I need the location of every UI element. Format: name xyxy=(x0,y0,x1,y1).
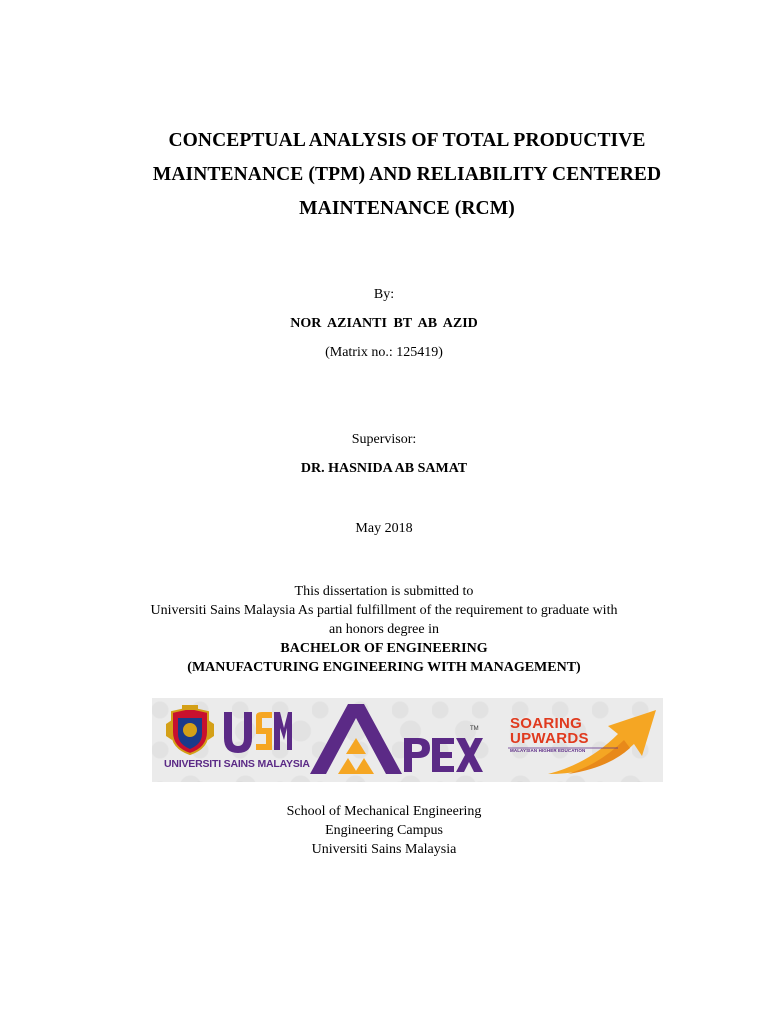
author-name: NOR AZIANTI BT AB AZID xyxy=(290,316,478,331)
submission-line-2: Universiti Sains Malaysia As partial fulfillment of the requirement to graduate with xyxy=(150,603,618,618)
submission-line-1: This dissertation is submitted to xyxy=(294,584,474,599)
title-line-2: MAINTENANCE (TPM) AND RELIABILITY CENTERED xyxy=(152,164,662,185)
title-line-3: MAINTENANCE (RCM) xyxy=(299,198,515,219)
submission-date: May 2018 xyxy=(355,521,413,536)
supervisor-label: Supervisor: xyxy=(351,432,417,447)
title-line-1: CONCEPTUAL ANALYSIS OF TOTAL PRODUCTIVE xyxy=(168,130,646,151)
apex-logo xyxy=(308,702,483,776)
university-name: Universiti Sains Malaysia xyxy=(311,842,457,857)
usm-crest-logo xyxy=(164,704,216,756)
soaring-text-line-1: SOARING xyxy=(510,715,583,732)
supervisor-name: DR. HASNIDA AB SAMAT xyxy=(300,461,468,476)
submission-line-3: an honors degree in xyxy=(328,622,440,637)
campus-name: Engineering Campus xyxy=(325,823,443,838)
usm-name-text: UNIVERSITI SAINS MALAYSIA xyxy=(164,758,310,770)
matrix-number: (Matrix no.: 125419) xyxy=(325,345,443,360)
soaring-text-line-2: UPWARDS xyxy=(510,730,589,747)
logo-banner xyxy=(152,698,663,782)
degree-title: BACHELOR OF ENGINEERING xyxy=(280,641,488,656)
thesis-title xyxy=(120,124,694,226)
soaring-tagline: MALAYSIAN HIGHER EDUCATION xyxy=(510,748,586,753)
by-label: By: xyxy=(373,287,395,302)
degree-program: (MANUFACTURING ENGINEERING WITH MANAGEMENT) xyxy=(187,660,581,675)
school-name: School of Mechanical Engineering xyxy=(286,804,482,819)
apex-trademark: TM xyxy=(470,726,479,732)
usm-letter-mark xyxy=(222,708,292,754)
